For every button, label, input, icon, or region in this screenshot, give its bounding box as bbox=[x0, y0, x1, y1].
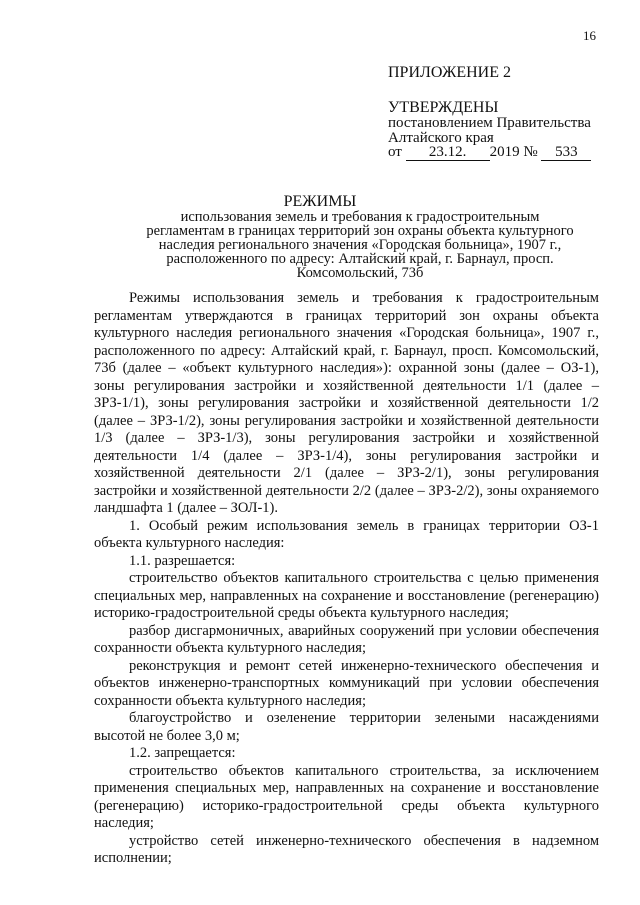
approved-by-line2: Алтайского края bbox=[388, 129, 494, 146]
paragraph: 1. Особый режим использования земель в границах территории ОЗ-1 объекта культурного наследия: bbox=[94, 517, 599, 551]
paragraph: устройство сетей инженерно-технического обеспечения в надземном исполнении; bbox=[94, 832, 599, 866]
approved-label: УТВЕРЖДЕНЫ bbox=[388, 99, 499, 116]
approval-block bbox=[388, 100, 591, 161]
paragraph: благоустройство и озеленение территории зелеными насаждениями высотой не более 3,0 м; bbox=[94, 710, 599, 744]
paragraph: реконструкция и ремонт сетей инженерно-технического обеспечения и объектов инженерно-транспортных коммуникаций при условии обеспечения сохранности объекта культурного наследия; bbox=[94, 657, 599, 709]
appendix-label: ПРИЛОЖЕНИЕ 2 bbox=[388, 64, 512, 81]
paragraph: 1.1. разрешается: bbox=[129, 552, 236, 569]
document-title: РЕЖИМЫ bbox=[283, 193, 357, 210]
approval-year-no: 2019 № bbox=[489, 144, 538, 160]
document-body bbox=[94, 290, 599, 868]
document-subtitle: использования земель и требования к градостроительным регламентам в границах территорий зон охраны объекта культурного наследия регионального значения «Городская больница», 1907 г., расположенного по адресу: Алтайский край, г. Барнаул, просп. Комсомольский, 73б bbox=[146, 209, 574, 281]
paragraph: строительство объектов капитального строительства с целью применения специальных мер, направленных на сохранение и восстановление (регенерацию) историко-градостроительной среды объекта культурного наследия; bbox=[94, 570, 599, 621]
paragraph: разбор дисгармоничных, аварийных сооружений при условии обеспечения сохранности объекта культурного наследия; bbox=[94, 622, 599, 656]
page-number: 16 bbox=[583, 28, 596, 43]
approval-number: 533 bbox=[541, 145, 591, 161]
from-label: от bbox=[388, 144, 402, 160]
approved-by-line1: постановлением Правительства bbox=[388, 115, 591, 131]
paragraph: Режимы использования земель и требования к градостроительным регламентам утверждаются в границах территорий зон охраны объекта культурного наследия регионального значения «Городская больница», 1907 г., расположенного по адресу: Алтайский край, г. Барнаул, просп. Комсомольский, 73б (далее – «объект культурного наследия»): охранной зоны (далее – ОЗ-1), зоны регулирования застройки и хозяйственной деятельности 1/1 (далее – ЗРЗ-1/1), зоны регулирования застройки и хозяйственной деятельности 1/2 (далее – ЗРЗ-1/2), зоны регулирования застройки и хозяйственной деятельности 1/3 (далее – ЗРЗ-1/3), зоны регулирования застройки и хозяйственной деятельности 1/4 (далее – ЗРЗ-1/4), зоны регулирования застройки и хозяйственной деятельности 2/1 (далее – ЗРЗ-2/1), зоны регулирования застройки и хозяйственной деятельности 2/2 (далее – ЗРЗ-2/2), зоны охраняемого ландшафта 1 (далее – ЗОЛ-1). bbox=[94, 290, 599, 516]
approval-date: 23.12. bbox=[406, 145, 490, 161]
paragraph: 1.2. запрещается: bbox=[129, 745, 236, 761]
paragraph: строительство объектов капитального строительства, за исключением применения специальных мер, направленных на сохранение и восстановление (регенерацию) историко-градостроительной среды объекта культурного наследия; bbox=[94, 762, 599, 831]
approval-date-line bbox=[388, 145, 591, 161]
